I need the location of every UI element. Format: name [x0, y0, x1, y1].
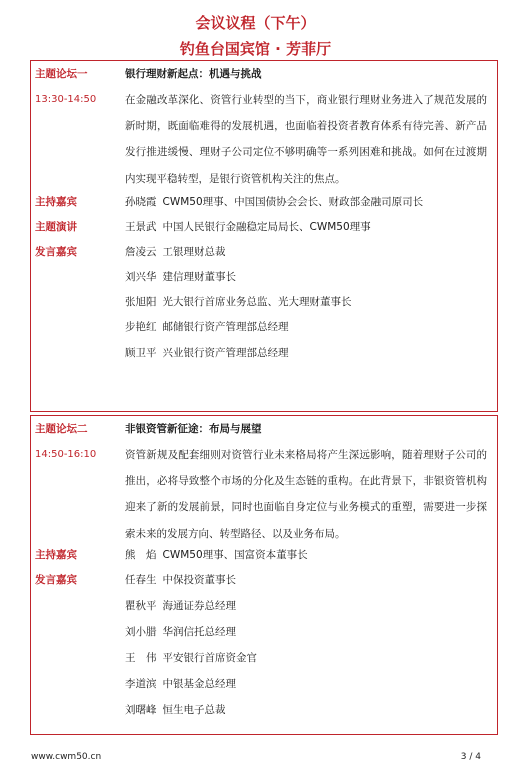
- forum2-label: 主题论坛二: [35, 423, 88, 435]
- speaker-row: 张旭阳 光大银行首席业务总监、光大理财董事长: [125, 296, 352, 308]
- speaker-row: 王 伟 平安银行首席资金官: [125, 652, 257, 664]
- footer-website: www.cwm50.cn: [31, 752, 102, 762]
- speaker-row: 刘小腊 华润信托总经理: [125, 626, 236, 638]
- forum1-topic: 银行理财新起点：机遇与挑战: [125, 68, 262, 80]
- venue-title: 钓鱼台国宾馆 · 芳菲厅: [179, 40, 332, 58]
- forum1-host-label: 主持嘉宾: [35, 196, 77, 208]
- footer-page-number: 3 / 4: [460, 752, 481, 762]
- speaker-row: 任春生 中保投资董事长: [125, 574, 236, 586]
- forum1-speakers-label: 发言嘉宾: [35, 246, 77, 258]
- speaker-row: 顾卫平 兴业银行资产管理部总经理: [125, 347, 289, 359]
- forum1-section: [30, 60, 498, 412]
- speaker-row: 瞿秋平 海通证券总经理: [125, 600, 236, 612]
- forum2-section: [30, 415, 498, 735]
- forum1-time: 13:30-14:50: [35, 94, 97, 105]
- forum1-keynote-label: 主题演讲: [35, 221, 77, 233]
- speaker-row: 步艳红 邮储银行资产管理部总经理: [125, 321, 289, 333]
- forum1-keynote: 王景武 中国人民银行金融稳定局局长、CWM50理事: [125, 221, 371, 233]
- page-title: 会议议程（下午）: [195, 14, 316, 32]
- speaker-row: 李道滨 中银基金总经理: [125, 678, 236, 690]
- speaker-row: 詹凌云 工银理财总裁: [125, 246, 226, 258]
- forum2-time: 14:50-16:10: [35, 449, 97, 460]
- forum2-host-label: 主持嘉宾: [35, 549, 77, 561]
- forum2-description: 资管新规及配套细则对资管行业未来格局将产生深远影响，随着理财子公司的推出，必将导致整个市场的分化及生态链的重构。在此背景下，非银资管机构迎来了新的发展前景，同时也面临自身定位与业务模式的重塑，需要进一步探索未来的发展方向、转型路径、以及业务布局。: [125, 449, 487, 540]
- forum1-host: 孙晓霞 CWM50理事、中国国债协会会长、财政部金融司原司长: [125, 196, 424, 208]
- forum2-host: 熊 焰 CWM50理事、国富资本董事长: [125, 549, 308, 561]
- speaker-row: 刘曙峰 恒生电子总裁: [125, 704, 226, 716]
- forum1-label: 主题论坛一: [35, 68, 88, 80]
- forum2-speakers-label: 发言嘉宾: [35, 574, 77, 586]
- speaker-row: 刘兴华 建信理财董事长: [125, 271, 236, 283]
- forum2-topic: 非银资管新征途：布局与展望: [125, 423, 262, 435]
- forum1-description: 在金融改革深化、资管行业转型的当下，商业银行理财业务进入了规范发展的新时期，既面临难得的发展机遇，也面临着投资者教育体系有待完善、新产品发行推进缓慢、理财子公司定位不够明确等一系列困难和挑战。如何在过渡期内实现平稳转型，是银行资管机构关注的焦点。: [125, 94, 487, 185]
